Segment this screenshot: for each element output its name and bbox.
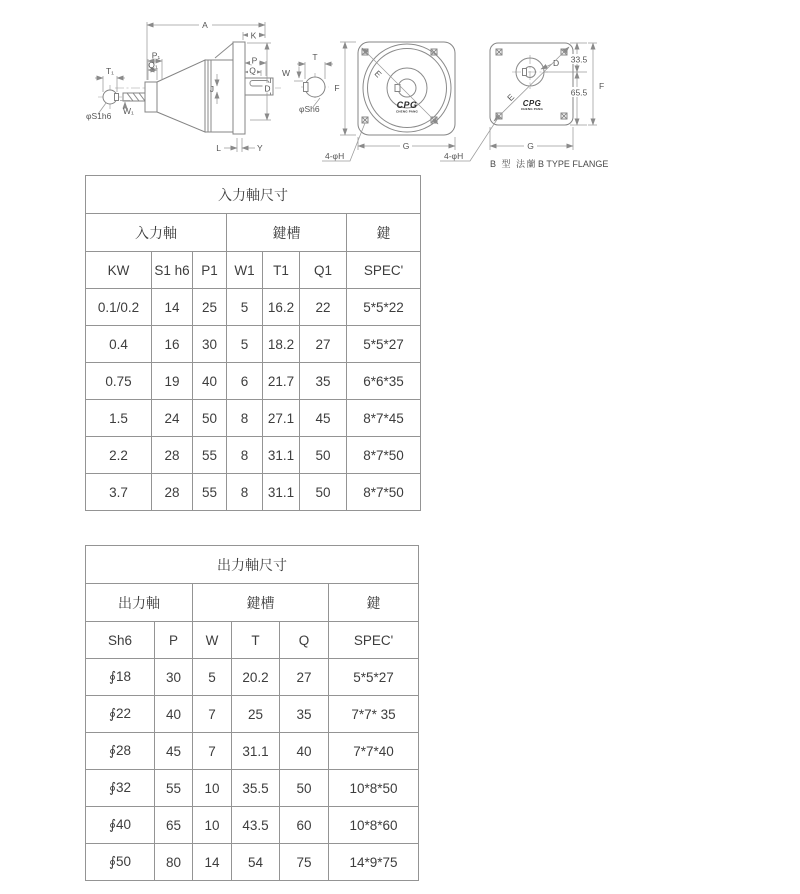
dim-label-f: F — [334, 83, 340, 93]
table-cell: ∮40 — [86, 807, 155, 844]
table-cell: 5*5*27 — [347, 326, 421, 363]
column-header: Q1 — [300, 252, 347, 289]
table-cell: 28 — [152, 437, 193, 474]
table-cell: 7*7* 35 — [329, 696, 419, 733]
table-cell: 43.5 — [232, 807, 280, 844]
table-cell: 20.2 — [232, 659, 280, 696]
table-cell: 5 — [193, 659, 232, 696]
table-cell: 14*9*75 — [329, 844, 419, 881]
table-row — [86, 659, 419, 696]
table-cell: 75 — [280, 844, 329, 881]
dim-label-sh6: φSh6 — [299, 104, 320, 114]
dim-label-t1: T₁ — [105, 66, 115, 76]
table-row — [86, 363, 421, 400]
input-shaft-table — [85, 175, 421, 511]
table-title: 入力軸尺寸 — [86, 176, 421, 214]
table-cell: 54 — [232, 844, 280, 881]
group-header: 出力軸 — [86, 584, 193, 622]
side-view-drawing — [85, 10, 335, 165]
column-header: S1 h6 — [152, 252, 193, 289]
table-cell: 35.5 — [232, 770, 280, 807]
table-cell: 28 — [152, 474, 193, 511]
table-cell: 16.2 — [263, 289, 300, 326]
table-cell: 35 — [280, 696, 329, 733]
column-header: W1 — [227, 252, 263, 289]
table-cell: 40 — [280, 733, 329, 770]
group-header: 鍵 — [347, 214, 421, 252]
title-row — [86, 546, 419, 584]
table-cell: ∮28 — [86, 733, 155, 770]
table-cell: 7 — [193, 696, 232, 733]
holes-label: 4-φH — [444, 151, 464, 161]
table-cell: 27 — [300, 326, 347, 363]
column-header: KW — [86, 252, 152, 289]
column-header: Q — [280, 622, 329, 659]
table-cell: 8 — [227, 437, 263, 474]
logo-text: CPG — [522, 99, 542, 108]
table-cell: 6 — [227, 363, 263, 400]
table-cell: 10*8*50 — [329, 770, 419, 807]
caption — [490, 158, 608, 169]
table-cell: 50 — [300, 474, 347, 511]
table-row — [86, 437, 421, 474]
dim-label-g: G — [402, 141, 410, 151]
table-cell: 0.4 — [86, 326, 152, 363]
group-header: 鍵 — [329, 584, 419, 622]
dim-label-e: E — [505, 91, 517, 103]
table-cell: 55 — [155, 770, 193, 807]
column-header-row — [86, 252, 421, 289]
table-cell: 40 — [193, 363, 227, 400]
output-shaft-table — [85, 545, 419, 881]
logo-subtext: CHENG PANG — [520, 107, 544, 111]
dim-label-t: T — [312, 52, 318, 62]
dim-label-65-5: 65.5 — [570, 87, 588, 98]
logo-text: CPG — [396, 100, 418, 110]
table-cell: 8 — [227, 400, 263, 437]
table-cell: 27.1 — [263, 400, 300, 437]
table-cell: 27 — [280, 659, 329, 696]
title-row — [86, 176, 421, 214]
column-header: P1 — [193, 252, 227, 289]
table-row — [86, 733, 419, 770]
table-cell: 55 — [193, 474, 227, 511]
table-cell: 25 — [193, 289, 227, 326]
table-row — [86, 326, 421, 363]
column-header: T — [232, 622, 280, 659]
table-cell: 50 — [280, 770, 329, 807]
table-row — [86, 696, 419, 733]
dim-label-q1: Q₁ — [148, 60, 158, 70]
table-cell: ∮50 — [86, 844, 155, 881]
table-cell: ∮32 — [86, 770, 155, 807]
column-header: P — [155, 622, 193, 659]
dim-label-d: D — [553, 58, 560, 68]
table-cell: 18.2 — [263, 326, 300, 363]
table-title: 出力軸尺寸 — [86, 546, 419, 584]
table-cell: 45 — [155, 733, 193, 770]
table-cell: 0.75 — [86, 363, 152, 400]
column-header-row — [86, 622, 419, 659]
cpg-logo — [521, 99, 544, 111]
table-cell: 5 — [227, 289, 263, 326]
table-cell: 35 — [300, 363, 347, 400]
table-cell: 6*6*35 — [347, 363, 421, 400]
table-cell: 10 — [193, 770, 232, 807]
table-cell: 1.5 — [86, 400, 152, 437]
dim-label-d: D — [264, 83, 271, 94]
dim-label-k: K — [250, 30, 257, 41]
table-cell: 21.7 — [263, 363, 300, 400]
dim-label-l: L — [216, 143, 221, 153]
table-cell: 31.1 — [263, 474, 300, 511]
logo-subtext: CHENG PANG — [395, 109, 419, 114]
dim-label-g: G — [527, 141, 534, 151]
column-header: SPEC' — [347, 252, 421, 289]
table-cell: 10 — [193, 807, 232, 844]
table-cell: 30 — [193, 326, 227, 363]
table-cell: 24 — [152, 400, 193, 437]
table-cell: 60 — [280, 807, 329, 844]
column-header: Sh6 — [86, 622, 155, 659]
b-flange-drawing — [440, 25, 620, 175]
table-row — [86, 474, 421, 511]
table-cell: 25 — [232, 696, 280, 733]
table-cell: 50 — [300, 437, 347, 474]
table-cell: 30 — [155, 659, 193, 696]
dim-label-w: W — [281, 68, 290, 78]
table-cell: 50 — [193, 400, 227, 437]
table-cell: 7*7*40 — [329, 733, 419, 770]
dim-label-33-5: 33.5 — [570, 54, 588, 65]
table-cell: 45 — [300, 400, 347, 437]
cpg-logo — [396, 100, 419, 114]
table-cell: 5*5*22 — [347, 289, 421, 326]
table-cell: 5 — [227, 326, 263, 363]
table-cell: 14 — [152, 289, 193, 326]
group-header-row — [86, 584, 419, 622]
table-cell: ∮18 — [86, 659, 155, 696]
table-row — [86, 807, 419, 844]
dim-label-w1: W₁ — [123, 106, 134, 116]
table-cell: 31.1 — [263, 437, 300, 474]
dim-label-p1: P₁ — [151, 50, 161, 61]
group-header: 入力軸 — [86, 214, 227, 252]
flange-caption-zh: B 型 法蘭 — [490, 159, 538, 169]
table-cell: 7 — [193, 733, 232, 770]
table-cell: 3.7 — [86, 474, 152, 511]
table-cell: 2.2 — [86, 437, 152, 474]
table-cell: 19 — [152, 363, 193, 400]
holes-label: 4-φH — [325, 151, 345, 161]
dim-label-y: Y — [257, 143, 263, 153]
table-row — [86, 844, 419, 881]
table-row — [86, 770, 419, 807]
table-cell: 5*5*27 — [329, 659, 419, 696]
table-cell: 8 — [227, 474, 263, 511]
dim-label-a: A — [202, 20, 208, 30]
column-header: SPEC' — [329, 622, 419, 659]
dim-label-s1h6: φS1h6 — [86, 111, 112, 121]
table-cell: 16 — [152, 326, 193, 363]
group-header: 鍵槽 — [227, 214, 347, 252]
dim-label-j: J — [209, 84, 214, 94]
dim-label-p: P — [251, 55, 258, 66]
table-row — [86, 400, 421, 437]
table-cell: 8*7*50 — [347, 474, 421, 511]
group-header: 鍵槽 — [193, 584, 329, 622]
table-cell: 14 — [193, 844, 232, 881]
table-cell: 31.1 — [232, 733, 280, 770]
table-cell: 40 — [155, 696, 193, 733]
table-cell: 0.1/0.2 — [86, 289, 152, 326]
table-cell: 80 — [155, 844, 193, 881]
column-header: T1 — [263, 252, 300, 289]
table-cell: 65 — [155, 807, 193, 844]
dim-label-f: F — [599, 81, 605, 91]
flange-caption-en: B TYPE FLANGE — [538, 159, 609, 169]
table-row — [86, 289, 421, 326]
group-header-row — [86, 214, 421, 252]
table-cell: 10*8*60 — [329, 807, 419, 844]
table-cell: 8*7*50 — [347, 437, 421, 474]
table-cell: 22 — [300, 289, 347, 326]
table-cell: 8*7*45 — [347, 400, 421, 437]
dim-label-e: E — [372, 68, 384, 80]
dim-label-q: Q — [249, 65, 256, 76]
table-cell: ∮22 — [86, 696, 155, 733]
table-cell: 55 — [193, 437, 227, 474]
column-header: W — [193, 622, 232, 659]
